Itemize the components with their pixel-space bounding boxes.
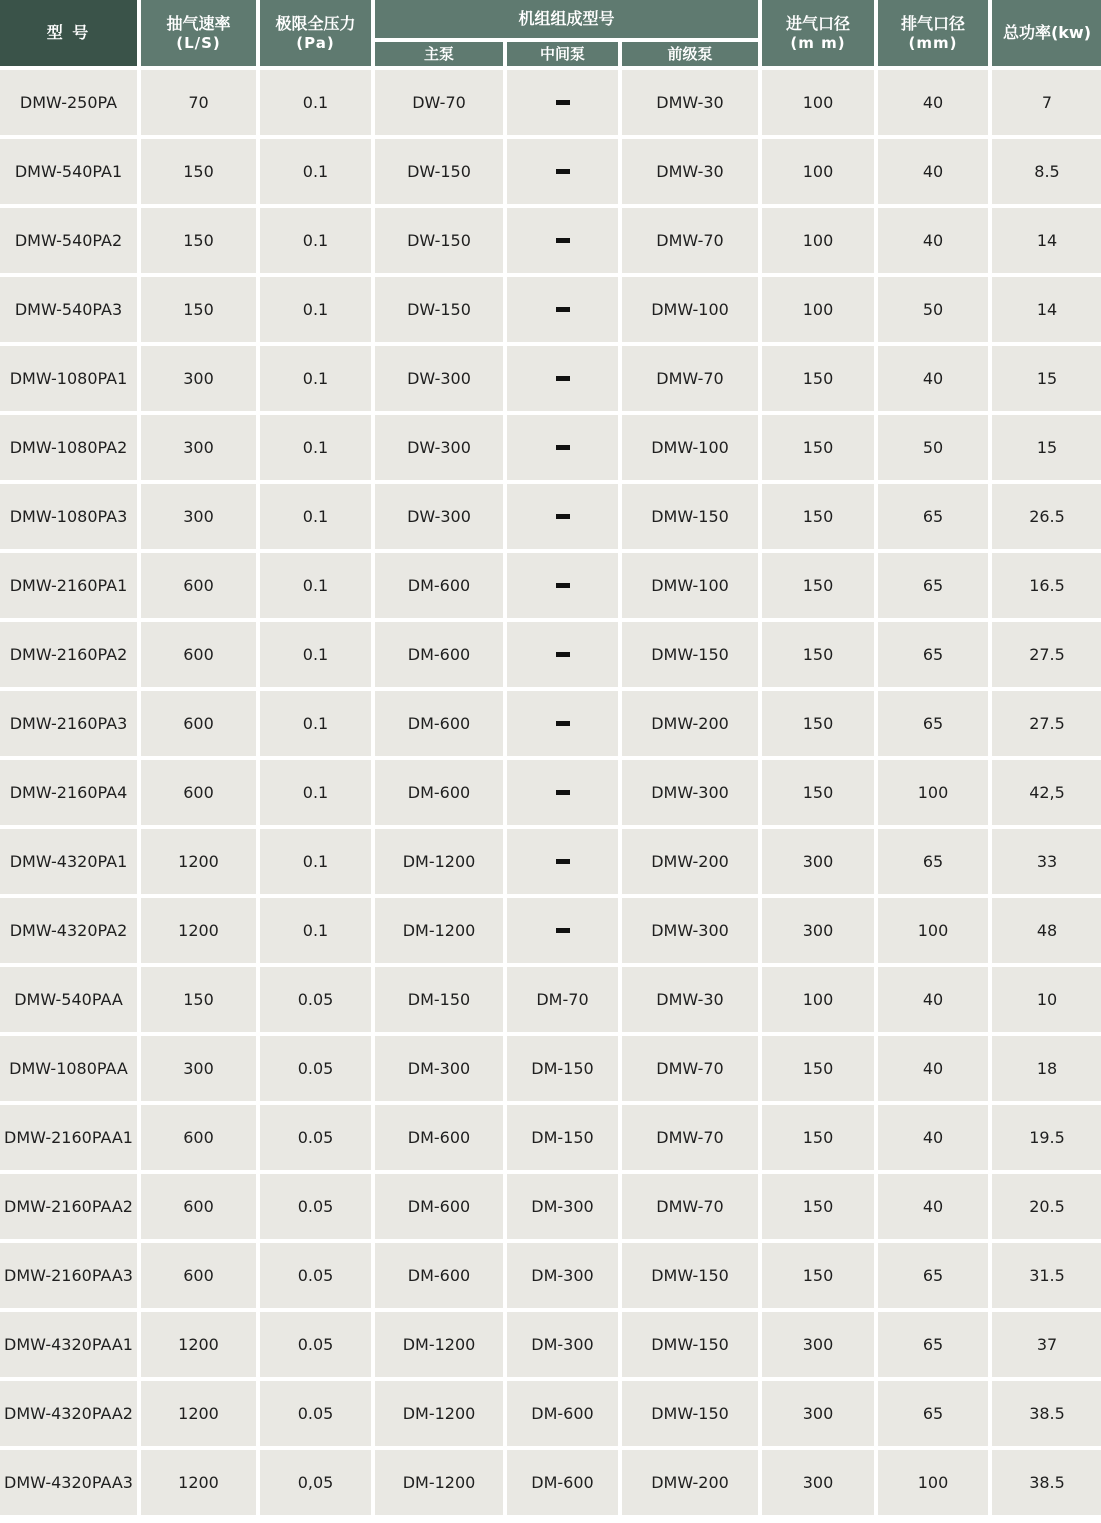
cell-pumping-speed: 600 [141, 553, 256, 618]
dash-icon [556, 928, 570, 933]
cell-outlet-diameter: 65 [878, 829, 988, 894]
cell-pumping-speed: 150 [141, 967, 256, 1032]
header-ultimate-pressure-unit: (Pa) [296, 33, 335, 52]
cell-main-pump: DM-600 [375, 691, 503, 756]
cell-ultimate-pressure: 0.05 [260, 1381, 371, 1446]
cell-model: DMW-540PA1 [0, 139, 137, 204]
cell-inlet-diameter: 150 [762, 346, 874, 411]
cell-ultimate-pressure: 0.1 [260, 760, 371, 825]
cell-outlet-diameter: 50 [878, 415, 988, 480]
cell-total-power: 33 [992, 829, 1101, 894]
cell-outlet-diameter: 40 [878, 346, 988, 411]
header-ultimate-pressure-label: 极限全压力 [275, 13, 356, 33]
header-unit-composition-group [375, 0, 758, 38]
dash-icon [556, 859, 570, 864]
cell-total-power: 37 [992, 1312, 1101, 1377]
cell-outlet-diameter: 100 [878, 898, 988, 963]
cell-pumping-speed: 300 [141, 346, 256, 411]
cell-inlet-diameter: 150 [762, 415, 874, 480]
cell-model: DMW-4320PAA3 [0, 1450, 137, 1515]
cell-model: DMW-1080PA3 [0, 484, 137, 549]
cell-middle-pump: DM-70 [507, 967, 618, 1032]
cell-inlet-diameter: 100 [762, 208, 874, 273]
cell-main-pump: DM-300 [375, 1036, 503, 1101]
cell-middle-pump [507, 277, 618, 342]
cell-total-power: 10 [992, 967, 1101, 1032]
cell-middle-pump [507, 208, 618, 273]
header-main-pump [375, 42, 503, 66]
cell-total-power: 19.5 [992, 1105, 1101, 1170]
header-fore-pump [622, 42, 758, 66]
cell-ultimate-pressure: 0.05 [260, 1174, 371, 1239]
header-inlet-diameter [762, 0, 874, 66]
cell-pumping-speed: 600 [141, 691, 256, 756]
cell-main-pump: DM-1200 [375, 1381, 503, 1446]
cell-pumping-speed: 600 [141, 1105, 256, 1170]
cell-ultimate-pressure: 0.1 [260, 139, 371, 204]
cell-total-power: 27.5 [992, 691, 1101, 756]
cell-main-pump: DM-1200 [375, 898, 503, 963]
cell-ultimate-pressure: 0.1 [260, 553, 371, 618]
cell-middle-pump: DM-300 [507, 1174, 618, 1239]
cell-total-power: 27.5 [992, 622, 1101, 687]
cell-model: DMW-2160PAA2 [0, 1174, 137, 1239]
cell-main-pump: DM-1200 [375, 1450, 503, 1515]
cell-outlet-diameter: 65 [878, 1312, 988, 1377]
cell-pumping-speed: 1200 [141, 1312, 256, 1377]
cell-middle-pump [507, 415, 618, 480]
header-ultimate-pressure [260, 0, 371, 66]
cell-model: DMW-540PA2 [0, 208, 137, 273]
cell-inlet-diameter: 100 [762, 139, 874, 204]
cell-middle-pump: DM-600 [507, 1450, 618, 1515]
cell-pumping-speed: 150 [141, 139, 256, 204]
cell-outlet-diameter: 65 [878, 1381, 988, 1446]
cell-pumping-speed: 600 [141, 1174, 256, 1239]
cell-fore-pump: DMW-200 [622, 1450, 758, 1515]
cell-main-pump: DW-300 [375, 484, 503, 549]
cell-fore-pump: DMW-150 [622, 484, 758, 549]
header-outlet-diameter-unit: (mm) [908, 33, 958, 52]
cell-main-pump: DM-600 [375, 760, 503, 825]
cell-inlet-diameter: 100 [762, 277, 874, 342]
cell-pumping-speed: 70 [141, 70, 256, 135]
cell-fore-pump: DMW-70 [622, 1105, 758, 1170]
cell-ultimate-pressure: 0.1 [260, 622, 371, 687]
cell-middle-pump [507, 691, 618, 756]
cell-middle-pump: DM-300 [507, 1243, 618, 1308]
cell-main-pump: DM-600 [375, 622, 503, 687]
cell-total-power: 20.5 [992, 1174, 1101, 1239]
header-pumping-speed-label: 抽气速率 [166, 13, 231, 33]
cell-ultimate-pressure: 0.1 [260, 415, 371, 480]
cell-pumping-speed: 1200 [141, 1450, 256, 1515]
cell-model: DMW-4320PA1 [0, 829, 137, 894]
header-inlet-diameter-unit: (m m) [790, 33, 846, 52]
cell-fore-pump: DMW-30 [622, 967, 758, 1032]
header-total-power [992, 0, 1101, 66]
cell-inlet-diameter: 300 [762, 829, 874, 894]
cell-ultimate-pressure: 0.05 [260, 1243, 371, 1308]
cell-main-pump: DM-1200 [375, 829, 503, 894]
cell-ultimate-pressure: 0.05 [260, 1105, 371, 1170]
cell-pumping-speed: 600 [141, 1243, 256, 1308]
cell-total-power: 48 [992, 898, 1101, 963]
header-pumping-speed-unit: (L/S) [176, 33, 221, 52]
cell-main-pump: DW-150 [375, 139, 503, 204]
cell-model: DMW-4320PAA2 [0, 1381, 137, 1446]
cell-inlet-diameter: 150 [762, 760, 874, 825]
cell-middle-pump [507, 553, 618, 618]
cell-pumping-speed: 300 [141, 415, 256, 480]
cell-fore-pump: DMW-150 [622, 622, 758, 687]
cell-main-pump: DM-1200 [375, 1312, 503, 1377]
cell-middle-pump [507, 139, 618, 204]
cell-pumping-speed: 1200 [141, 1381, 256, 1446]
cell-pumping-speed: 300 [141, 484, 256, 549]
cell-inlet-diameter: 100 [762, 70, 874, 135]
cell-model: DMW-2160PA2 [0, 622, 137, 687]
cell-outlet-diameter: 40 [878, 70, 988, 135]
dash-icon [556, 100, 570, 105]
cell-main-pump: DM-600 [375, 553, 503, 618]
cell-pumping-speed: 150 [141, 277, 256, 342]
cell-fore-pump: DMW-200 [622, 829, 758, 894]
cell-model: DMW-2160PAA1 [0, 1105, 137, 1170]
cell-pumping-speed: 600 [141, 622, 256, 687]
cell-middle-pump [507, 622, 618, 687]
header-middle-pump-label: 中间泵 [539, 44, 585, 63]
cell-ultimate-pressure: 0.05 [260, 1312, 371, 1377]
cell-middle-pump: DM-600 [507, 1381, 618, 1446]
cell-outlet-diameter: 65 [878, 691, 988, 756]
dash-icon [556, 238, 570, 243]
cell-model: DMW-2160PA1 [0, 553, 137, 618]
cell-ultimate-pressure: 0.1 [260, 346, 371, 411]
cell-inlet-diameter: 150 [762, 691, 874, 756]
cell-total-power: 26.5 [992, 484, 1101, 549]
cell-fore-pump: DMW-200 [622, 691, 758, 756]
cell-inlet-diameter: 300 [762, 898, 874, 963]
dash-icon [556, 583, 570, 588]
cell-fore-pump: DMW-70 [622, 1036, 758, 1101]
cell-inlet-diameter: 150 [762, 622, 874, 687]
cell-outlet-diameter: 100 [878, 760, 988, 825]
cell-total-power: 18 [992, 1036, 1101, 1101]
header-outlet-diameter-label: 排气口径 [900, 13, 965, 33]
cell-ultimate-pressure: 0,05 [260, 1450, 371, 1515]
cell-outlet-diameter: 100 [878, 1450, 988, 1515]
cell-pumping-speed: 600 [141, 760, 256, 825]
cell-fore-pump: DMW-70 [622, 1174, 758, 1239]
cell-model: DMW-1080PA2 [0, 415, 137, 480]
cell-ultimate-pressure: 0.1 [260, 277, 371, 342]
cell-middle-pump [507, 484, 618, 549]
cell-inlet-diameter: 150 [762, 1174, 874, 1239]
cell-fore-pump: DMW-100 [622, 553, 758, 618]
cell-model: DMW-2160PA4 [0, 760, 137, 825]
cell-pumping-speed: 1200 [141, 898, 256, 963]
cell-inlet-diameter: 150 [762, 1105, 874, 1170]
cell-outlet-diameter: 65 [878, 1243, 988, 1308]
cell-total-power: 14 [992, 277, 1101, 342]
cell-inlet-diameter: 150 [762, 553, 874, 618]
cell-ultimate-pressure: 0.05 [260, 967, 371, 1032]
cell-inlet-diameter: 150 [762, 484, 874, 549]
cell-middle-pump [507, 829, 618, 894]
cell-model: DMW-2160PA3 [0, 691, 137, 756]
cell-model: DMW-2160PAA3 [0, 1243, 137, 1308]
cell-fore-pump: DMW-150 [622, 1243, 758, 1308]
header-model-label: 型 号 [46, 23, 91, 42]
cell-fore-pump: DMW-150 [622, 1312, 758, 1377]
cell-pumping-speed: 300 [141, 1036, 256, 1101]
dash-icon [556, 169, 570, 174]
cell-middle-pump [507, 346, 618, 411]
cell-middle-pump: DM-150 [507, 1105, 618, 1170]
cell-ultimate-pressure: 0.1 [260, 208, 371, 273]
cell-middle-pump [507, 70, 618, 135]
cell-fore-pump: DMW-70 [622, 208, 758, 273]
header-fore-pump-label: 前级泵 [667, 44, 713, 63]
dash-icon [556, 376, 570, 381]
cell-outlet-diameter: 65 [878, 622, 988, 687]
cell-ultimate-pressure: 0.05 [260, 1036, 371, 1101]
cell-model: DMW-1080PAA [0, 1036, 137, 1101]
cell-main-pump: DW-300 [375, 346, 503, 411]
cell-fore-pump: DMW-300 [622, 898, 758, 963]
cell-pumping-speed: 1200 [141, 829, 256, 894]
cell-main-pump: DM-600 [375, 1243, 503, 1308]
cell-inlet-diameter: 150 [762, 1243, 874, 1308]
cell-outlet-diameter: 40 [878, 967, 988, 1032]
cell-ultimate-pressure: 0.1 [260, 484, 371, 549]
cell-model: DMW-4320PA2 [0, 898, 137, 963]
cell-outlet-diameter: 65 [878, 553, 988, 618]
cell-middle-pump: DM-150 [507, 1036, 618, 1101]
cell-main-pump: DW-300 [375, 415, 503, 480]
cell-model: DMW-1080PA1 [0, 346, 137, 411]
cell-total-power: 15 [992, 346, 1101, 411]
cell-fore-pump: DMW-70 [622, 346, 758, 411]
cell-main-pump: DM-600 [375, 1105, 503, 1170]
cell-model: DMW-540PAA [0, 967, 137, 1032]
dash-icon [556, 721, 570, 726]
cell-fore-pump: DMW-30 [622, 139, 758, 204]
cell-ultimate-pressure: 0.1 [260, 691, 371, 756]
cell-outlet-diameter: 40 [878, 1174, 988, 1239]
header-inlet-diameter-label: 进气口径 [785, 13, 850, 33]
cell-total-power: 8.5 [992, 139, 1101, 204]
cell-outlet-diameter: 65 [878, 484, 988, 549]
cell-ultimate-pressure: 0.1 [260, 829, 371, 894]
cell-outlet-diameter: 40 [878, 208, 988, 273]
cell-fore-pump: DMW-100 [622, 415, 758, 480]
header-unit-composition-label: 机组组成型号 [518, 9, 615, 28]
cell-fore-pump: DMW-150 [622, 1381, 758, 1446]
header-middle-pump [507, 42, 618, 66]
cell-model: DMW-250PA [0, 70, 137, 135]
cell-main-pump: DW-70 [375, 70, 503, 135]
cell-inlet-diameter: 100 [762, 967, 874, 1032]
cell-inlet-diameter: 150 [762, 1036, 874, 1101]
cell-fore-pump: DMW-100 [622, 277, 758, 342]
cell-outlet-diameter: 40 [878, 139, 988, 204]
dash-icon [556, 790, 570, 795]
cell-fore-pump: DMW-300 [622, 760, 758, 825]
cell-outlet-diameter: 50 [878, 277, 988, 342]
header-model [0, 0, 137, 66]
header-outlet-diameter [878, 0, 988, 66]
cell-main-pump: DM-150 [375, 967, 503, 1032]
cell-model: DMW-4320PAA1 [0, 1312, 137, 1377]
cell-total-power: 38.5 [992, 1450, 1101, 1515]
cell-fore-pump: DMW-30 [622, 70, 758, 135]
dash-icon [556, 514, 570, 519]
cell-total-power: 16.5 [992, 553, 1101, 618]
header-total-power-label: 总功率(kw) [1002, 23, 1092, 42]
cell-outlet-diameter: 40 [878, 1105, 988, 1170]
cell-total-power: 42,5 [992, 760, 1101, 825]
cell-total-power: 38.5 [992, 1381, 1101, 1446]
cell-main-pump: DW-150 [375, 277, 503, 342]
cell-middle-pump [507, 760, 618, 825]
cell-middle-pump [507, 898, 618, 963]
cell-main-pump: DM-600 [375, 1174, 503, 1239]
dash-icon [556, 445, 570, 450]
cell-total-power: 15 [992, 415, 1101, 480]
header-main-pump-label: 主泵 [423, 44, 454, 63]
cell-total-power: 31.5 [992, 1243, 1101, 1308]
cell-ultimate-pressure: 0.1 [260, 898, 371, 963]
dash-icon [556, 652, 570, 657]
cell-inlet-diameter: 300 [762, 1312, 874, 1377]
cell-outlet-diameter: 40 [878, 1036, 988, 1101]
cell-total-power: 7 [992, 70, 1101, 135]
cell-ultimate-pressure: 0.1 [260, 70, 371, 135]
cell-main-pump: DW-150 [375, 208, 503, 273]
cell-middle-pump: DM-300 [507, 1312, 618, 1377]
cell-inlet-diameter: 300 [762, 1450, 874, 1515]
dash-icon [556, 307, 570, 312]
header-pumping-speed [141, 0, 256, 66]
cell-total-power: 14 [992, 208, 1101, 273]
cell-inlet-diameter: 300 [762, 1381, 874, 1446]
cell-pumping-speed: 150 [141, 208, 256, 273]
cell-model: DMW-540PA3 [0, 277, 137, 342]
